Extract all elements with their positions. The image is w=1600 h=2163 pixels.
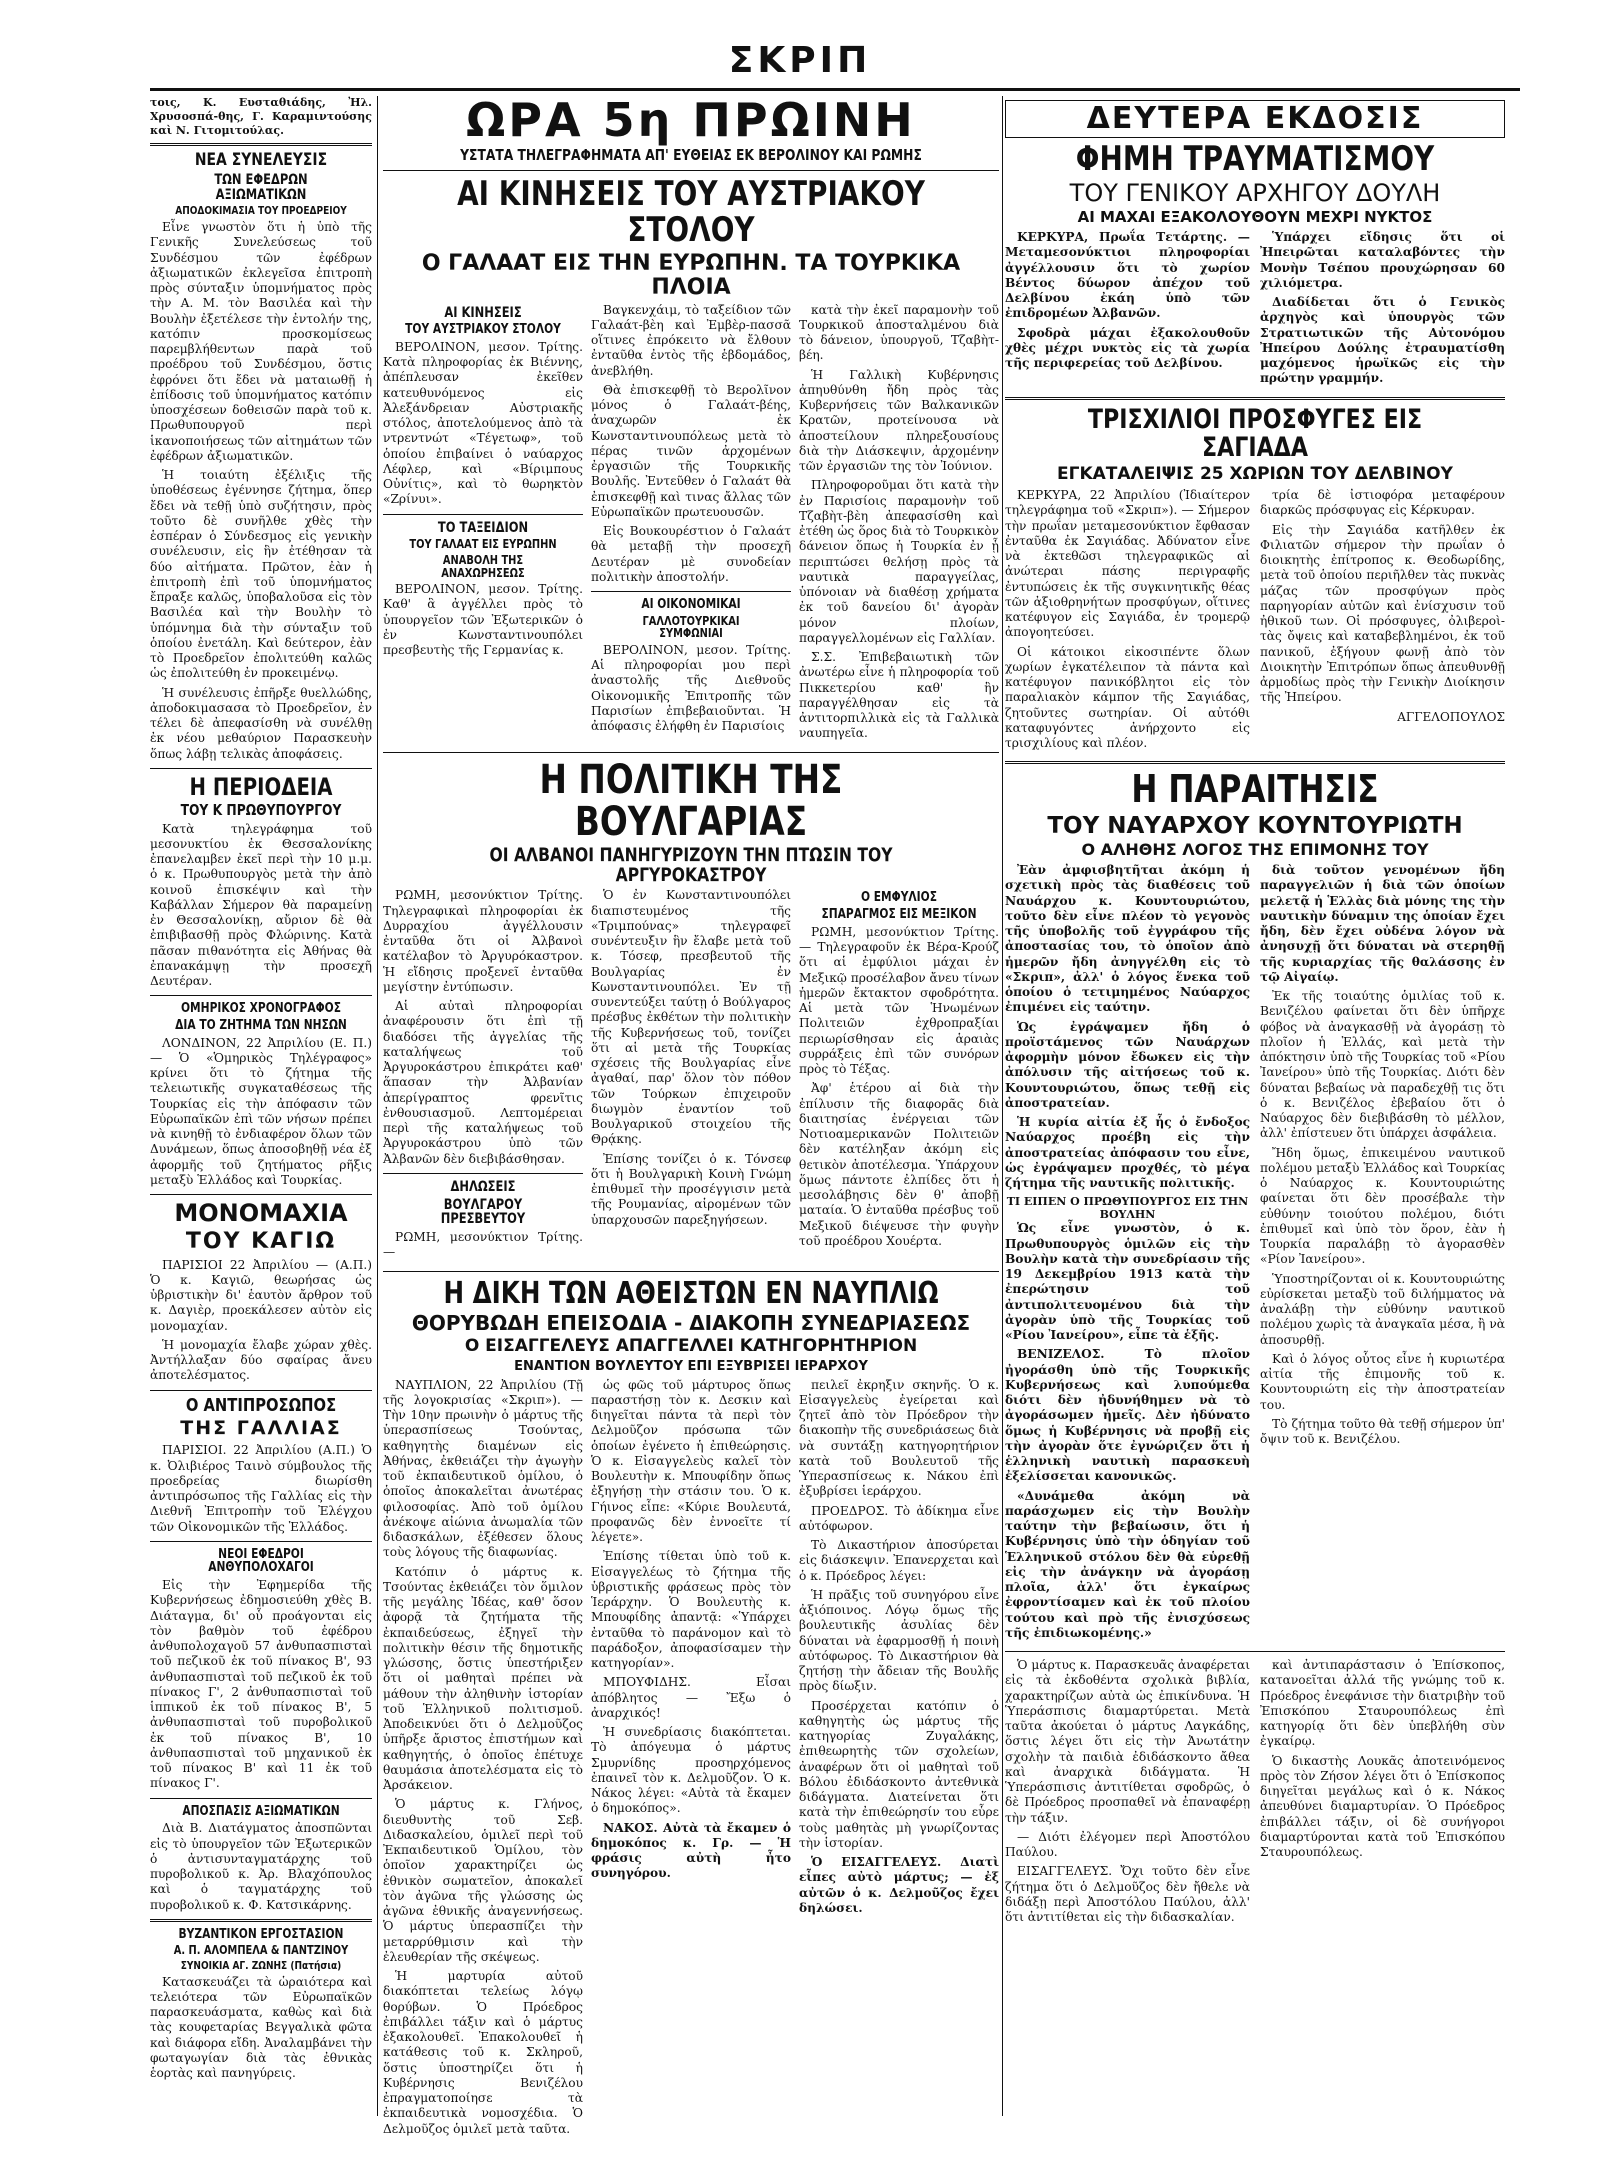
second-edition-banner: ΔΕΥΤΕΡΑ ΕΚΔΟΣΙΣ [1005,100,1505,138]
ad-text: Κατασκευάζει τὰ ὡραιότερα καὶ τελειότερα τῶν Εὐρωπαϊκῶν παρασκευάσματα, καθὼς καὶ διὰ τὰς κουφεταρίας Βεγγαλικὰ φῶτα καὶ διάφορα εἴδη. Ἀναλαμβάνει τὴν φωταγωγίαν διὰ τὰς ἐθνικὰς ἑορτὰς καὶ πανηγύρεις. [150,1974,372,2081]
article-title: ΜΟΝΟΜΑΧΙΑ [174,1199,348,1228]
article-title: ΤΩΝ ΕΦΕΔΡΩΝ ΑΞΙΩΜΑΤΙΚΩΝ [214,172,308,203]
article-subheadline: ΑΙ ΜΑΧΑΙ ΕΞΑΚΟΛΟΥΘΟΥΝ ΜΕΧΡΙ ΝΥΚΤΟΣ [1077,208,1433,227]
article-paragraph: Εἰς τὴν Ἐφημερίδα τῆς Κυβερνήσεως ἐδημοσιεύθη χθὲς Β. Διάταγμα, δι' οὗ προάγονται εἰς τὸν βαθμὸν τοῦ ἐφέδρου ἀνθυπολοχαγοῦ 57 ἀνθυπασπισταὶ τοῦ πεζικοῦ ἐκ τοῦ πίνακος Β', 93 ἀνθυπασπισταὶ τοῦ πεζικοῦ ἐκ τοῦ πίνακος Γ', 2 ἀνθυπασπισταὶ τοῦ ἱππικοῦ ἐκ τοῦ πίνακος Β', 5 ἀνθυπασπισταὶ τοῦ πυροβολικοῦ ἐκ τοῦ πίνακος Β', 10 ἀνθυπασπισταὶ τοῦ μηχανικοῦ ἐκ τοῦ πίνακος Β' καὶ 11 ἐκ τοῦ πίνακος Γ'. [150,1578,372,1791]
article-paragraph: ΒΕΡΟΛΙΝΟΝ, μεσον. Τρίτης. Κατὰ πληροφορίας ἐκ Βιέννης, ἀπέπλευσαν ἐκεῖθεν κατευθυνόμενος εἰς Ἀλεξάνδρειαν Αὐστριακῆς στόλος, ἀποτελούμενος ἀπὸ τὰ ντρεντνώτ «Τέγετωφ», τοῦ ὁποίου ἐπιβαίνει ὁ ναύαρχος Λέφλερ, καὶ «Βίριμπους Οὐνίτις», καὶ τὸ θωρηκτὸν «Ζρίνυι». [383,339,583,507]
article-paragraph: Ἡ μαρτυρία αὐτοῦ διακόπτεται τελείως λόγῳ θορύβων. Ὁ Πρόεδρος ἐπιβάλλει τάξιν καὶ ὁ μάρτυς ἐξακολουθεῖ. Ἐπακολουθεῖ ἡ κατάθεσις τοῦ κ. Σκληροῦ, ὅστις ὑποστηρίζει ὅτι ἡ Κυβέρνησις Βενιζέλου ἐπραγματοποίησε τὰ ἐκπαιδευτικὰ νομοσχέδια. Ὁ Δελμοῦζος ὁμιλεῖ μετὰ ταῦτα. [383,1969,583,2136]
article-title: ΤΟΥ ΚΑΓΙΩ [185,1229,337,1255]
article-paragraph: ΛΟΝΔΙΝΟΝ, 22 Ἀπριλίου (Ε. Π.) — Ὁ «Ὁμηρικὸς Τηλέγραφος» κρίνει ὅτι τὸ ζήτημα τῆς τελειωτικῆς συγκαταθέσεως τῆς Τουρκίας εἰς τὴν ἀπόφασιν τῶν Εὐρωπαϊκῶν ἐπὶ τῶν νήσων πρέπει νὰ κινηθῇ τὸ ἐνδιαφέρον ὅλων τῶν Δυνάμεων, ὅπως ἀποσοβηθῇ νέα ἐξ ἀφορμῆς τοῦ ζητήματος ρῆξις μεταξὺ Ἑλλάδος καὶ Τουρκίας. [150,1035,372,1187]
article-paragraph: Ἡ πρᾶξις τοῦ συνηγόρου εἶνε ἀξιόποινος. Λόγῳ ὅμως τῆς βουλευτικῆς ἀσυλίας δὲν δύναται νὰ ἐφαρμοσθῇ ἡ ποινὴ αὐτόφωρος. Τὸ Δικαστήριον θὰ ζητήσῃ τὴν ἄδειαν τῆς Βουλῆς πρὸς δίωξιν. [799,1587,999,1694]
article-title: Η ΠΕΡΙΟΔΕΙΑ [189,772,333,801]
article-islands [150,1002,372,1188]
divider [150,1919,372,1922]
text-column [591,303,791,746]
column-divider [1002,96,1003,2116]
article-subheadline: Ο ΑΛΗΘΗΣ ΛΟΓΟΣ ΤΗΣ ΕΠΙΜΟΝΗΣ ΤΟΥ [1081,840,1429,860]
article-paragraph: ΒΕΝΙΖΕΛΟΣ. Τὸ πλοῖον ἠγοράσθη ὑπὸ τῆς Τουρκικῆς Κυβερνήσεως καὶ λυπούμεθα διότι δὲν ἠδυνήθημεν νὰ τὸ ἀγοράσωμεν ἡμεῖς. Δὲν ἠδύνατο ὅμως ἡ Κυβέρνησις νὰ προβῇ εἰς τὴν ἀγορὰν ὅτε ἐγνώριζεν ὅτι ἡ ἑλληνικὴ ναυτικὴ παρασκευὴ ἐξελίσσεται κανονικῶς. [1005,1347,1250,1484]
article-headline: Η ΠΟΛΙΤΙΚΗ ΤΗΣ ΒΟΥΛΓΑΡΙΑΣ [539,756,843,845]
section-title: ΒΟΥΛΓΑΡΟΥ ΠΡΕΣΒΕΥΤΟΥ [440,1196,526,1228]
section-title: ΑΙ ΚΙΝΗΣΕΙΣ [444,304,522,321]
article-subheadline: ΟΙ ΑΛΒΑΝΟΙ ΠΑΝΗΓΥΡΙΖΟΥΝ ΤΗΝ ΠΤΩΣΙΝ ΤΟΥ ΑΡΓΥΡΟΚΑΣΤΡΟΥ [489,843,893,886]
text-column [1260,863,1505,1645]
article-subheadline: Ο ΓΑΛΑΑΤ ΕΙΣ ΤΗΝ ΕΥΡΩΠΗΝ. ΤΑ ΤΟΥΡΚΙΚΑ ΠΛΟΙΑ [421,251,961,300]
divider [1005,761,1505,764]
article-paragraph: Ἡ μονομαχία ἔλαβε χώραν χθὲς. Ἀντήλλαξαν δύο σφαίρας ἄνευ ἀποτελέσματος. [150,1337,372,1383]
article-paragraph: Προσέρχεται κατόπιν ὁ καθηγητὴς ὡς μάρτυς τῆς κατηγορίας Ζυγαλάκης, ἐπιθεωρητὴς τῶν σχολείων, ἀναφέρων ὅτι οἱ μαθηταὶ τοῦ Βόλου ἐδιδάσκοντο ἀντεθνικὰ διδάγματα. Διατείνεται ὅτι κατὰ τὴν ἐπιθεώρησίν του εὗρε τοὺς μαθητὰς μὴ γνωρίζοντας τὴν ἱστορίαν. [799,1698,999,1850]
article-paragraph: Ἀφ' ἑτέρου αἱ διὰ τὴν ἐπίλυσιν τῆς διαφορᾶς διὰ διαιτησίας ἐνέργειαι τῶν Νοτιοαμερικανῶν Πολιτειῶν δὲν κατέληξαν ἀκόμη εἰς θετικὸν ἀποτέλεσμα. Ὑπάρχουν ὅμως πάντοτε ἐλπίδες ὅτι ἡ μεσολάβησις δὲν θ' ἀποβῇ ματαία. Ὁ ἐνταῦθα πρέσβυς τοῦ Μεξικοῦ διέψευσε τὴν φυγὴν τοῦ προέδρου Χουέρτα. [799,1081,999,1248]
article-paragraph: ὡς φῶς τοῦ μάρτυρος ὅπως παραστήσῃ τὸν κ. Δεσκιν καὶ διηγεῖται πάντα τὰ περὶ τὸν Δελμοῦζον πρόσωπα τῶν ὁποίων ἐγένετο ἡ ἐπιθεώρησις. Ὁ κ. Εἰσαγγελεὺς καλεῖ τὸν Βουλευτὴν κ. Μπουφίδην ὅπως ἐξηγήσῃ τὴν στάσιν του. Ὁ κ. Γήινος εἶπε: «Κύριε Βουλευτά, προφανῶς δὲν ἐννοεῖτε τί λέγετε». [591,1377,791,1545]
article-paragraph: Αἱ αὐταὶ πληροφορίαι ἀναφέρουσιν ὅτι ἐπὶ τῇ διαδόσει τῆς ἀγγελίας τῆς καταλήψεως τοῦ Ἀργυροκάστρου ἐπικράτει καθ' ἅπασαν τὴν Ἀλβανίαν ἀπερίγραπτος φρενῖτις ἐνθουσιασμοῦ. Λεπτομέρειαι περὶ τῆς καταλήψεως τοῦ Ἀργυροκάστρου ὑπὸ τῶν Ἀλβανῶν δὲν διεβιβάσθησαν. [383,999,583,1166]
article-headline: Η ΔΙΚΗ ΤΩΝ ΑΘΕΙΣΤΩΝ ΕΝ ΝΑΥΠΛΙΩ [443,1275,939,1311]
divider [383,514,583,515]
article-paragraph: διὰ τοῦτον γενομένων ἤδη παραγγελιῶν ἡ διὰ τῶν ὁποίων μελετᾷ ἡ Ἑλλὰς διὰ μόνης της τὴν ναυτικὴν δύναμιν της ὁποίαν ἔχει ἤδη, δὲν ἔχει οὐδένα λόγον νὰ ἀνησυχῇ ὅτι δύναται νὰ στερηθῇ τῆς κυριαρχίας τῆς θαλάσσης ἐν τῷ Αἰγαίῳ. [1260,863,1505,984]
banner-subheadline: ΥΣΤΑΤΑ ΤΗΛΕΓΡΑΦΗΜΑΤΑ ΑΠ' ΕΥΘΕΙΑΣ ΕΚ ΒΕΡΟΛΙΝΟΥ ΚΑΙ ΡΩΜΗΣ [460,146,922,165]
article-paragraph: Ἡ τοιαύτη ἐξέλιξις τῆς ὑποθέσεως ἐγέννησε ζήτημα, ὅπερ ἔδει νὰ τεθῇ ὑπὸ συζήτησιν, πρὸς τοῦτο δὲ συνῆλθε χθὲς τὴν ἑσπέραν ὁ Σύνδεσμος εἰς γενικὴν συνέλευσιν, εἰς ἣν ἐτέθησαν τὰ δύο αἰτήματα. Πρῶτον, ἐὰν ἡ ἐπιτροπὴ ἐπὶ τοῦ ὑπομνήματος ἔπραξε καλῶς, ὑποβαλοῦσα εἰς τὸν Βασιλέα καὶ τὴν Βουλὴν τὸ ὑπόμνημα διὰ τὴν σύνταξιν τοῦ ὁποίου ἐνετάλη. Καὶ δεύτερον, ἐὰν τὸ Προεδρεῖον ἐπολιτεύθη καλῶς ὡς ἐπολιτεύθη ἐν προκειμένῳ. [150,468,372,681]
article-paragraph: Ὁ μάρτυς κ. Παρασκευᾶς ἀναφέρεται εἰς τὰ ἐκδοθέντα σχολικὰ βιβλία, χαρακτηρίζων αὐτὰ ὡς ἐπικίνδυνα. Ἡ Ὑπεράσπισις διαμαρτύρεται. Μετὰ ταῦτα ἀκούεται ὁ μάρτυς Λαγκάδης, ὅστις λέγει ὅτι εἰς τὴν Ἀνωτάτην σχολὴν τὰ παιδιὰ ἐδιδάσκοντο ἄθεα καὶ ἀναρχικὰ διδάγματα. Ἡ Ὑπεράσπισις ἀντιτίθεται σφοδρῶς, ὁ δὲ Πρόεδρος προσπαθεῖ νὰ ἐπαναφέρῃ τὴν τάξιν. [1005,1658,1250,1825]
article-paragraph: Ὁ δικαστὴς Λουκᾶς ἀποτεινόμενος πρὸς τὸν Ζήσον λέγει ὅτι ὁ Ἐπίσκοπος διηγεῖται μεγάλως καὶ ὁ κ. Νάκος ἀπευθύνει διαμαρτυρίαν. Ὁ Πρόεδρος ἐπιβάλλει τάξιν, οἱ δὲ συνήγοροι διαμαρτύρονται κατὰ τοῦ Ἐπισκόπου Σταυρουπόλεως. [1260,1753,1505,1860]
article-paragraph: Εἶνε γνωστὸν ὅτι ἡ ὑπὸ τῆς Γενικῆς Συνελεύσεως τοῦ Συνδέσμου τῶν ἐφέδρων ἀξιωματικῶν ἐκλεγεῖσα ἐπιτροπὴ πρὸς σύνταξιν ὑπομνήματος πρὸς τὴν Α. Μ. τὸν Βασιλέα καὶ τὴν Βουλὴν ἐξετέλεσε τὴν ἐντολήν της, κατόπιν προσκομίσεως παρεμβλήθεντων παρὰ τοῦ προέδρου τοῦ Συνδέσμου, ὅστις ἐφρόνει ὅτι ἔδει νὰ ματαιωθῇ ἡ ἐπίδοσις τοῦ ὑπομνήματος κατόπιν ὑποσχέσεων δοθεισῶν παρὰ τοῦ κ. Πρωθυπουργοῦ περὶ ἱκανοποιήσεως τῶν αἰτημάτων τῶν ἐφέδρων ἀξιωματικῶν. [150,220,372,463]
article-paragraph: Θὰ ἐπισκεφθῇ τὸ Βερολῖνον μόνος ὁ Γαλαάτ-βέης, ἀναχωρῶν ἐκ Κωνσταντινουπόλεως μετὰ τὸ πέρας τινῶν ἀρχομένων ἐργασιῶν τῆς Τουρκικῆς Βουλῆς. Ἐντεῦθεν ὁ Γαλαάτ θὰ ἐπισκεφθῇ καὶ τινας ἄλλας τῶν Εὐρωπαϊκῶν πρωτευουσῶν. [591,382,791,519]
text-column [1005,230,1250,391]
text-column [383,303,583,746]
article-paragraph: Διαδίδεται ὅτι ὁ Γενικὸς ἀρχηγὸς καὶ ὑπουργὸς τῶν Στρατιωτικῶν τῆς Αὐτονόμου Ἠπείρου Δούλης ἐτραυματίσθη μαχόμενος ἡρωϊκῶς εἰς τὴν πρώτην γραμμήν. [1260,295,1505,386]
trial-articles [383,1378,999,2141]
fleet-articles [383,303,999,746]
article-paragraph: ΚΕΡΚΥΡΑ, Πρωΐα Τετάρτης. — Μεταμεσονύκτιοι πληροφορίαι ἀγγέλλουσιν ὅτι τὸ χωρίον Βέντος δύωρον ἀπέχον τοῦ Δελβίνου ἐκάη ὑπὸ τῶν ἐπιδρομέων Ἀλβανῶν. [1005,230,1250,321]
section-title: ΣΠΑΡΑΓΜΟΣ ΕΙΣ ΜΕΞΙΚΟΝ [821,907,977,923]
article-pm-tour [150,772,372,990]
article-new-reserve [150,1548,372,1792]
article-subheadline: ΤΟΥ ΓΕΝΙΚΟΥ ΑΡΧΗΓΟΥ ΔΟΥΛΗ [1069,179,1441,208]
article-paragraph: Βαγκενχάιμ, τὸ ταξείδιον τῶν Γαλαάτ-βὲη καὶ Ἐμβὲρ-πασσᾶ οἵτινες ἐπρόκειτο νὰ ἔλθουν ἐνταῦθα ἐντὸς τῆς ἑβδομάδος, ἀνεβλήθη. [591,302,791,378]
text-column [799,888,999,1264]
article-paragraph: Εἰς τὴν Σαγιάδα κατῆλθεν ἐκ Φιλιατῶν σήμερον τὴν πρωΐαν ὁ διοικητὴς ἐπίτροπος κ. Θεοδωρίδης, μετὰ τοῦ ὁποίου περιῆλθεν τὰς πυκνὰς μάζας τῶν προσφύγων πρὸς παρηγορίαν αὐτῶν καὶ ἐνίσχυσιν τοῦ ἠθικοῦ των. Οἱ πρόσφυγες, ὀλιβεροὶ-τὰς ὄψεις καὶ καταβεβλημένοι, ἐκ τοῦ πανικοῦ, ἐξήγουν φωνῇ ἀπὸ τὸν Διοικητὴν Ἐπιτρόπων ὅπως ἀπευθυνθῇ ἀρμοδίως πρὸς τὴν Γενικὴν Διοίκησιν τῆς Ἠπείρου. [1260,522,1505,705]
text-column [1005,863,1250,1645]
divider [383,752,999,753]
section-title: ΤΟ ΤΑΞΕΙΔΙΟΝ [437,519,529,536]
text-column [1005,488,1250,755]
article-subheadline: ΕΝΑΝΤΙΟΝ ΒΟΥΛΕΥΤΟΥ ΕΠΙ ΕΞΥΒΡΙΣΕΙ ΙΕΡΑΡΧΟΥ [514,1358,868,1374]
divider [150,1798,372,1799]
article-france-rep [150,1394,372,1535]
article-title: ΤΟΥ Κ ΠΡΩΘΥΠΟΥΡΓΟΥ [180,800,342,819]
article-paragraph: τρία δὲ ἰστιοφόρα μεταφέρουν διαρκῶς πρόσφυγας εἰς Κέρκυραν. [1260,488,1505,518]
article-paragraph: Καὶ ὁ λόγος οὗτος εἶνε ἡ κυριωτέρα αἰτία τῆς ἐπιμονῆς τοῦ κ. Κουντουριώτη εἰς τὴν ἀποστρατείαν του. [1260,1351,1505,1412]
section-title: ΤΟΥ ΑΥΣΤΡΙΑΚΟΥ ΣΤΟΛΟΥ [405,322,561,338]
article-paragraph: Ἐπίσης τίθεται ὑπὸ τοῦ κ. Εἰσαγγελέως τὸ ζήτημα τῆς ὑβριστικῆς φράσεως πρὸς τὸν Ἱεράρχην. Ὁ Βουλευτὴς κ. Μπουφίδης ἀπαντᾷ: «Ὑπάρχει ἐνταῦθα τὸ παράνομον καὶ τὸ παράδοξον, ἀποφασίσαμεν τὴν κατηγορίαν». [591,1549,791,1671]
article-paragraph: καὶ ἀντιπαράστασιν ὁ Ἐπίσκοπος, κατανοεῖται ἀλλά τῆς γνώμης τοῦ κ. Πρόεδρος ἐνεφάνισε τὴν διατριβὴν τοῦ Ἐπισκόπου Σταυρουπόλεως ἐπὶ κατηγορίᾳ ὅτι δὲν ὑπεβλήθη σὺν ἐγκαίρῳ. [1260,1658,1505,1749]
divider [150,1194,372,1195]
article-paragraph: κατὰ τὴν ἐκεῖ παραμονὴν τοῦ Τουρκικοῦ ἀποσταλμένου διὰ τὸ δάνειον, ὑπουργοῦ, Τζαβὴτ-βέη. [799,302,999,363]
ad-address: ΣΥΝΟΙΚΙΑ ΑΓ. ΖΩΝΗΣ (Πατήσια) [180,1959,342,1972]
article-paragraph: — Διότι ἐλέγομεν περὶ Ἀποστόλου Παύλου. [1005,1829,1250,1860]
article-paragraph: Τὸ Δικαστήριον ἀποσύρεται εἰς διάσκεψιν. Ἐπανερχεται καὶ ὁ κ. Πρόεδρος λέγει: [799,1538,999,1583]
article-paragraph: ΜΠΟΥΦΙΔΗΣ. Εἶσαι ἀπόβλητος — Ἔξω ὁ ἀναρχικός! [591,1675,791,1720]
divider [150,143,372,146]
section-title: ΑΙ ΟΙΚΟΝΟΜΙΚΑΙ [641,597,741,613]
article-paragraph: Ἡ κυρία αἰτία ἐξ ἧς ὁ ἔνδοξος Ναύαρχος προέβη εἰς τὴν ἀποστρατείας ἀπόφασιν του εἶνε, ὡς ἐγράψαμεν προχθές, τὸ μέγα ζήτημα τῆς ναυτικῆς πολιτικῆς. [1005,1115,1250,1191]
article-paragraph: Τὸ ζήτημα τοῦτο θὰ τεθῇ σήμερον ὑπ' ὄψιν τοῦ κ. Βενιζέλου. [1260,1416,1505,1447]
column-left [150,96,372,2116]
article-paragraph: Ἡ Γαλλικὴ Κυβέρνησις ἀπηυθύνθη ἤδη πρὸς τὰς Κυβερνήσεις τῶν Βαλκανικῶν Κρατῶν, προτείνουσα νὰ ἀποστείλουν πληρεξουσίους διὰ τὴν Διάσκεψιν, ἀρχομένην τῶν ἐργασιῶν της τὸν Ἰούνιον. [799,367,999,474]
divider [591,591,791,592]
article-subheadline: ΘΟΡΥΒΩΔΗ ΕΠΕΙΣΟΔΙΑ - ΔΙΑΚΟΠΗ ΣΥΝΕΔΡΙΑΣΕΩΣ [411,1311,971,1336]
divider [150,1390,372,1391]
article-paragraph: Ἤδη ὅμως, ἐπικειμένου ναυτικοῦ πολέμου μεταξὺ Ἑλλάδος καὶ Τουρκίας ὁ Ναύαρχος κ. Κουντουριώτης φαίνεται ὅτι δὲν προσέβαλε τὴν εὐθύνην τοιούτου πολέμου, διότι ἐπιθυμεῖ καὶ ὑπὸ τὸν ὅρον, ἐὰν ἡ Τουρκία παραλάβῃ τὸ ἀγορασθὲν «Ρίον Ἰανείρου». [1260,1145,1505,1267]
article-paragraph: Ὑπάρχει εἴδησις ὅτι οἱ Ἠπειρῶται καταλαβόντες τὴν Μονὴν Τσέπου προυχώρησαν 60 χιλιόμετρα. [1260,230,1505,290]
article-title: ΑΠΟΣΠΑΣΙΣ ΑΞΙΩΜΑΤΙΚΩΝ [182,1803,340,1819]
text-column [1260,230,1505,391]
article-title: ΔΙΑ ΤΟ ΖΗΤΗΜΑ ΤΩΝ ΝΗΣΩΝ [175,1018,347,1034]
divider [1005,1651,1505,1652]
text-column [799,1378,999,2141]
article-title: ΟΜΗΡΙΚΟΣ ΧΡΟΝΟΓΡΑΦΟΣ [180,1001,342,1017]
article-headline: ΑΙ ΚΙΝΗΣΕΙΣ ΤΟΥ ΑΥΣΤΡΙΑΚΟΥ ΣΤΟΛΟΥ [457,174,925,250]
article-paragraph: Κατὰ τηλεγράφημα τοῦ μεσονυκτίου ἐκ Θεσσαλονίκης ἐπανελαμβεν ἐκεῖ περὶ τὴν 10 μ.μ. ὁ κ. Πρωθυπουργὸς μετὰ τὴν ἀπὸ κοινοῦ ἐπισκέψιν καὶ τὴν Καβάλλαν Σήμερον θὰ παραμείνῃ ἐν Θεσσαλονίκῃ, αὔριον δὲ θὰ ἐπιβιβασθῇ πρὸς Φλώρινης. Κατὰ πᾶσαν πιθανότητα εἰς Ἀθήνας θὰ ἐπανακάμψῃ τὴν προσεχῆ Δευτέραν. [150,821,372,989]
article-paragraph: Οἱ κάτοικοι εἰκοσιπέντε ὅλων χωρίων ἐγκατέλειπον τὰ πάντα καὶ κατέφυγον πανικόβλητοι εἰς τὸν παραλιακὸν κάμπον τῆς Σαγιάδας, ζητοῦντες σωτηρίαν. Οἱ αὐτόθι καταφυγόντες ἀνήρχοντο εἰς τρισχιλίους καὶ πλέον. [1005,644,1250,751]
divider [1005,397,1505,400]
article-headline: Η ΠΑΡΑΙΤΗΣΙΣ [1131,767,1379,812]
article-paragraph: Σφοδρὰ μάχαι ἐξακολουθοῦν χθὲς μέχρι νυκτὸς εἰς τὰ χωρία τῆς περιφερείας τοῦ Δελβίνου. [1005,325,1250,371]
article-paragraph: «Δυνάμεθα ἀκόμη νὰ παράσχωμεν εἰς τὴν Βουλὴν ταύτην τὴν βεβαίωσιν, ὅτι ἡ Κυβέρνησις ὑπὸ τὴν ὁδηγίαν τοῦ Ἑλληνικοῦ στόλου δὲν θὰ εὑρεθῇ εἰς τὴν ἀνάγκην νὰ ἀγοράσῃ πλοῖα, ἀλλ' ὅτι ἐγκαίρως ἐφροντίσαμεν καὶ ἐκ τοῦ πλοίου τούτου καὶ πρὸ τῆς ἐνισχύσεως τῆς ἐπιδιωκομένης.» [1005,1488,1250,1640]
text-column [591,1378,791,2141]
text-column [1260,1658,1505,1929]
byline: ΑΓΓΕΛΟΠΟΥΛΟΣ [1397,709,1505,724]
resignation-articles [1005,863,1505,1645]
article-paragraph: ΝΑΥΠΛΙΟΝ, 22 Ἀπριλίου (Τῇ τῆς λογοκρισίας «Σκριπ»). — Τὴν 10ην πρωινὴν ὁ μάρτυς τῆς ὑπερασπίσεως Τσούντας, καθηγητὴς διαμένων εἰς Ἀθήνας, ἐκθειάζει τὴν ἀγωγὴν τοῦ ἐκπαιδευτικοῦ ὁμίλου, ὁ ὁποῖος ἀποκαλεῖται ἀνωτέρας φιλοσοφίας. Ἀπὸ τοῦ ὁμίλου ἀνέκοψε αἰώνια ἀνωμαλία τῶν διδασκάλων, ἐξέθεσεν ὅλους τοὺς λόγους τῆς διαφωνίας. [383,1377,583,1560]
article-subheadline: Ο ΕΙΣΑΓΓΕΛΕΥΣ ΑΠΑΓΓΕΛΛΕΙ ΚΑΤΗΓΟΡΗΤΗΡΙΟΝ [464,1336,918,1357]
article-paragraph: πειλεῖ ἐκρηξιν σκηνῆς. Ὁ κ. Εἰσαγγελεὺς ἐγείρεται καὶ ζητεῖ ἀπὸ τὸν Πρόεδρον τὴν διακοπὴν τῆς συνεδριάσεως διὰ νὰ συντάξῃ κατηγορητήριον κατὰ τοῦ Βουλευτοῦ τῆς Ὑπερασπίσεως κ. Νάκου ἐπὶ ἐξυβρίσει ἱεράρχου. [799,1377,999,1499]
article-reservists [150,152,372,762]
section-title: ΑΝΑΒΟΛΗ ΤΗΣ ΑΝΑΧΩΡΗΣΕΩΣ [441,552,525,580]
text-column [799,303,999,746]
divider [383,1173,583,1174]
article-paragraph: Ἐπίσης τονίζει ὁ κ. Τόνσεφ ὅτι ἡ Βουλγαρικὴ Κοινὴ Γνώμη ἐπιθυμεῖ τὴν προσέγγισιν μετὰ τῆς Ρουμανίας, αἱρομένων τῶν ὑπαρχουσῶν παρεξηγήσεων. [591,1151,791,1227]
article-subtitle: ΑΠΟΔΟΚΙΜΑΣΙΑ ΤΟΥ ΠΡΟΕΔΡΕΙΟΥ [175,204,347,218]
article-paragraph: Ἡ συνεδρίασις διακόπτεται. Τὸ ἀπόγευμα ὁ μάρτυς Σμυρνίδης προσηρχόμενος ἐπαινεῖ τὸν κ. Δελμοῦζον. Ὁ κ. Νάκος λέγει: «Αὐτὰ τὰ ἔκαμεν ὁ δημοκόπος». [591,1725,791,1816]
injury-articles [1005,230,1505,391]
masthead: ΣΚΡΙΠ [728,40,872,81]
masthead-rule [150,88,1520,91]
article-duel [150,1201,372,1383]
text-column [383,1378,583,2141]
article-officers [150,1805,372,1913]
divider [383,170,999,171]
article-paragraph: Ἐὰν ἀμφισβητῆται ἀκόμη ἡ σχετικὴ πρὸς τὰς διαθέσεις τοῦ Ναυάρχου κ. Κουντουριώτου, τοῦτο δὲν εἶνε πλέον τὸ γεγονὸς τῆς ὑποβολῆς τοῦ ἐγγράφου τῆς ἀποστασίας του, τὸ ὁποῖον ἀπὸ ἡμερῶν ἤδη ἀνηγγέλθη εἰς τὸ «Σκριπ», ἀλλ' ὁ λόγος ἕνεκα τοῦ ὁποίου ὁ τετιμημένος Ναύαρχος ἐπιμένει εἰς ταύτην. [1005,863,1250,1015]
text-column [1005,1658,1250,1929]
article-subheadline: ΕΓΚΑΤΑΛΕΙΨΙΣ 25 ΧΩΡΙΩΝ ΤΟΥ ΔΕΛΒΙΝΟΥ [1057,464,1453,485]
ad-names: Α. Π. ΑΛΟΜΠΕΛΑ & ΠΑΝΤΖΙΝΟΥ [173,1943,349,1958]
article-paragraph: Κατόπιν ὁ μάρτυς κ. Τσούντας ἐκθειάζει τὸν ὅμιλον τῆς μεγάλης Ἰδέας, καθ' ὅσον ἀφορᾷ τὰ ζητήματα τῆς ἐκπαιδεύσεως, ἐξηγεῖ τὴν πολιτικὴν θέσιν τῆς δημοτικῆς γλώσσης, ὅστις ὑπεστήριξεν ὅτι οἱ μαθηταὶ πρέπει νὰ μάθουν τὴν ἀληθινὴν ἱστορίαν τοῦ Ἑλληνικοῦ πολιτισμοῦ. Ἀποδεικνύει ὅτι ὁ Δελμοῦζος ὑπῆρξε ἄριστος ἐπιστήμων καὶ καθηγητής, ὁ ὁποῖος ἐπέτυχε θαυμάσια ἀποτελέσματα εἰς τὸ Ἀρσάκειον. [383,1564,583,1793]
article-paragraph: ΒΕΡΟΛΙΝΟΝ, μεσον. Τρίτης. Καθ' ἃ ἀγγέλλει πρὸς τὸ ὑπουργεῖον τῶν Ἐξωτερικῶν ὁ ἐν Κωνσταντινουπόλει πρεσβευτὴς τῆς Γερμανίας κ. [383,582,583,658]
article-headline: ΦΗΜΗ ΤΡΑΥΜΑΤΙΣΜΟΥ [1075,138,1435,179]
text-column [591,888,791,1264]
article-paragraph: ΚΕΡΚΥΡΑ, 22 Ἀπριλίου (Ἰδιαίτερον τηλεγράφημα τοῦ «Σκριπ»). — Σήμερον τὴν πρωΐαν μεταμεσονύκτιον ἔφθασαν ἐνταῦθα ἐκ Σαγιάδας. Ἀδύνατον εἶνε νὰ ἐκτεθῶσι τηλεγραφικῶς αἱ ἀνώτεραι πάσης περιγραφῆς ἐντυπώσεις ἐκ τῆς συγκινητικῆς θέας τῶν ἀξιοθρηνήτων προσφύγων, οἵτινες κατέφυγον εἰς Σαγιάδα, ἐν τρομερῷ ἀπογοητεύσει. [1005,488,1250,640]
article-subheadline: ΤΟΥ ΝΑΥΑΡΧΟΥ ΚΟΥΝΤΟΥΡΙΩΤΗ [1047,813,1463,840]
section-title: Ο ΕΜΦΥΛΙΟΣ [860,890,938,906]
bulgaria-articles [383,888,999,1264]
article-paragraph: Ἐκ τῆς τοιαύτης ὁμιλίας τοῦ κ. Βενιζέλου φαίνεται ὅτι δὲν ὑπῆρχε φόβος νὰ ἀναγκασθῇ νὰ ἀγοράσῃ τὸ πλοῖον ἡ Ἑλλάς, καὶ μετὰ τὴν ἀπόκτησιν ὑπὸ τῆς Τουρκίας τοῦ «Ρίου Ἰανείρου» ὑπὸ τῆς Τουρκίας. Διότι δὲν δύναται βεβαίως νὰ παραδεχθῇ τις ὅτι ὁ κ. Βενιζέλος ἐβεβαίου ὅτι ὁ Ναύαρχος δὲν διεβιβάσθη τὸ μέλλον, ἀλλ' ἐπίστευεν ὅτι ὑπάρχει ἀσφάλεια. [1260,989,1505,1141]
article-paragraph: Ὡς εἶνε γνωστὸν, ὁ κ. Πρωθυπουργὸς ὁμιλῶν εἰς τὴν Βουλὴν κατὰ τὴν συνεδρίασιν τῆς 19 Δεκεμβρίου 1913 κατὰ τὴν ἐπερώτησιν τοῦ ἀντιπολιτευομένου διὰ τὴν ἀγορὰν ὑπὸ τῆς Τουρκίας τοῦ «Ρίου Ἰανείρου», εἶπε τὰ ἑξῆς. [1005,1221,1250,1343]
article-paragraph: Ὁ ἐν Κωνσταντινουπόλει διαπιστευμένος τῆς «Τριμπούνας» τηλεγραφεῖ συνέντευξιν ἣν ἔλαβε μετὰ τοῦ κ. Τόσεφ, πρεσβευτοῦ τῆς Βουλγαρίας ἐν Κωνσταντινουπόλει. Ἐν τῇ συνεντεύξει ταύτῃ ὁ Βούλγαρος πρέσβυς ἐκθέτων τὴν πολιτικὴν τῆς Κυβερνήσεως τοῦ, τονίζει ὅτι αἱ μετὰ τῆς Τουρκίας σχέσεις τῆς Βουλγαρίας εἶνε ἀγαθαί, παρ' ὅλον τὸν πόθον τῶν Τούρκων ἐπιχειροῦν διωγμὸν ἐναντίον τοῦ Βουλγαρικοῦ στοιχείου τῆς Θρᾴκης. [591,888,791,1147]
text-column [383,888,583,1264]
refugee-articles [1005,488,1505,755]
article-paragraph: ΡΩΜΗ, μεσονύκτιον Τρίτης. Τηλεγραφικαὶ πληροφορίαι ἐκ Δυρραχίου ἀγγέλλουσιν ἐνταῦθα ὅτι οἱ Ἀλβανοὶ κατέλαβον τὸ Ἀργυρόκαστρον. Ἡ εἴδησις προξενεῖ ἐνταῦθα μεγίστην ἐντύπωσιν. [383,888,583,994]
article-paragraph: Ἡ συνέλευσις ἐπῆρξε θυελλώδης, ἀποδοκιμασασα τὸ Προεδρεῖον, ἐν τέλει δὲ ἀπεφασίσθη νὰ συνέλθῃ ἐκ νέου μεθαύριον Παρασκευὴν ὅπως λάβῃ τελικὰς ἀποφάσεις. [150,685,372,761]
advertisement [150,1928,372,2082]
article-paragraph: ΠΡΟΕΔΡΟΣ. Τὸ ἀδίκημα εἶνε αὐτόφωρον. [799,1503,999,1533]
article-headline: ΤΡΙΣΧΙΛΙΟΙ ΠΡΟΣΦΥΓΕΣ ΕΙΣ ΣΑΓΙΑΔΑ [1087,403,1423,463]
article-paragraph: ΕΙΣΑΓΓΕΛΕΥΣ. Ὄχι τοῦτο δὲν εἶνε ζήτημα ὅτι ὁ Δελμοῦζος δὲν ἤθελε νὰ διδάξῃ περὶ Ἀποστόλου Παύλου, ἀλλ' ὅτι ἀντιτίθεται εἰς τὴν διδασκαλίαν. [1005,1864,1250,1925]
article-paragraph: Πληροφοροῦμαι ὅτι κατὰ τὴν ἐν Παρισίοις παραμονὴν τοῦ Τζαβὴτ-βὲη ἀπεφασίσθη καὶ ἐτέθη ὡς ὅρος διὰ τὸ Τουρκικὸν δάνειον ὅπως ἡ Τουρκία ἐν ᾗ περιπτώσει θελήσῃ πρὸς τὰ ναυτικὰ παραγγείλας, ὑπόνοιαν νὰ διαθέσῃ χρήματα ἐκ τοῦ δανείου δι' ἀγορὰν μόνον πλοίων, παραγγελλομένων εἰς Γαλλίαν. [799,478,999,645]
article-title: ΤΗΣ ΓΑΛΛΙΑΣ [180,1417,342,1440]
column-divider [377,96,378,2116]
text-column [1260,488,1505,755]
section-title: ΤΟΥ ΓΑΛΑΑΤ ΕΙΣ ΕΥΡΩΠΗΝ [409,537,557,552]
article-paragraph: ΠΑΡΙΣΙΟΙ 22 Ἀπριλίου — (Α.Π.) Ὁ κ. Καγιῶ, θεωρήσας ὡς ὑβριστικὴν δι' ἑαυτὸν ἄρθρον τοῦ κ. Δαγιὲρ, προεκάλεσεν αὐτὸν εἰς μονομαχίαν. [150,1257,372,1333]
article-paragraph: ΡΩΜΗ, μεσονύκτιον Τρίτης. — [383,1230,583,1260]
article-title: ΝΕΑ ΣΥΝΕΛΕΥΣΙΣ [194,150,328,171]
section-title: ΤΙ ΕΙΠΕΝ Ο ΠΡΩΘΥΠΟΥΡΓΟΣ ΕΙΣ ΤΗΝ ΒΟΥΛΗΝ [1006,1195,1249,1222]
section-title: ΓΑΛΛΟΤΟΥΡΚΙΚΑΙ ΣΥΜΦΩΝΙΑΙ [642,613,740,641]
article-paragraph: ΒΕΡΟΛΙΝΟΝ, μεσον. Τρίτης. Αἱ πληροφορίαι μου περὶ ἀναστολῆς τῆς Διεθνοῦς Οἰκονομικῆς Ἐπιτροπῆς τῶν Παρισίων ἐπιβεβαιοῦνται. Ἡ ἀπόφασις ἐλήφθη ἐν Παρισίοις [591,642,791,734]
article-paragraph: ΝΑΚΟΣ. Αὐτὰ τὰ ἔκαμεν ὁ δημοκόπος κ. Γρ. — Ἡ φράσις αὐτὴ ἦτο συνηγόρου. [591,1820,791,1881]
article-paragraph: ΡΩΜΗ, μεσονύκτιον Τρίτης. — Τηλεγραφοῦν ἐκ Βέρα-Κρούζ ὅτι αἱ ἐμφύλιοι μάχαι ἐν Μεξικῷ προσέλαβον ἄνευ τίνων ἡμερῶν ἔκτακτον σφοδρότητα. Αἱ μετὰ τῶν Ἡνωμένων Πολιτειῶν ἐχθροπραξίαι περιωρίσθησαν εἰς ἁραιὰς συρράξεις ἐπὶ τῶν συνόρων πρὸς τὸ Τέξας. [799,924,999,1077]
section-title: ΔΗΛΩΣΕΙΣ [450,1178,516,1195]
article-title: ΝΕΟΙ ΕΦΕΔΡΟΙ ΑΝΘΥΠΟΛΟΧΑΓΟΙ [208,1546,314,1576]
column-center [383,93,999,2136]
article-paragraph: Ὁ ΕΙΣΑΓΓΕΛΕΥΣ. Διατὶ εἶπες αὐτὸ μάρτυς; — ἐξ αὐτῶν ὁ κ. Δελμοῦζος ἔχει δηλώσει. [799,1855,999,1915]
divider [150,768,372,769]
contributors-line: τοις, Κ. Ευσταθιάδης, Ἠλ. Χρυσοσπά-θης, Γ. Καραμιντούσης καὶ Ν. Γιτομιτούλας. [150,96,372,137]
article-paragraph: Σ.Σ. Ἐπιβεβαιωτικὴ τῶν ἀνωτέρω εἶνε ἡ πληροφορία τοῦ Πικκετερίου καθ' ἣν παραγγέλθησαν εἰς τὰ ἀντιτορπιλλικὰ εἰς τὰ Γαλλικὰ ναυπηγεῖα. [799,650,999,741]
ad-title: ΒΥΖΑΝΤΙΚΟΝ ΕΡΓΟΣΤΑΣΙΟΝ [178,1926,344,1942]
article-paragraph: Εἰς Βουκουρέστιον ὁ Γαλαάτ θὰ μεταβῇ τὴν προσεχῆ Δευτέραν μὲ συνοδείαν πολιτικὴν ἀποστολήν. [591,524,791,584]
divider [150,995,372,996]
article-paragraph: Διὰ Β. Διατάγματος ἀποσπῶνται εἰς τὸ ὑπουργεῖον τῶν Ἐξωτερικῶν ὁ ἀντισυνταγματάρχης τοῦ πυροβολικοῦ κ. Ἀρ. Βλαχόπουλος καὶ ὁ ταγματάρχης τοῦ πυροβολικοῦ κ. Φ. Κατσικάρνης. [150,1821,372,1912]
divider [150,1541,372,1542]
article-paragraph: Ὡς ἐγράψαμεν ἤδη ὁ προϊστάμενος τῶν Ναυάρχων ἀφορμὴν μόνον ἔδωκεν εἰς τὴν ἀπόλυσιν τῆς αἰτήσεως τοῦ κ. Κουντουριώτου, ὅπως τεθῇ εἰς ἀποστρατείαν. [1005,1019,1250,1110]
divider [383,1271,999,1272]
column-right [1005,96,1505,2116]
article-title: Ο ΑΝΤΙΠΡΟΣΩΠΟΣ [185,1394,337,1416]
article-paragraph: Ὁ μάρτυς κ. Γλήνος, διευθυντὴς τοῦ Σεβ. Διδασκαλείου, ὁμιλεῖ περὶ τοῦ Ἐκπαιδευτικοῦ Ὁμίλου, τὸν ὁποῖον χαρακτηρίζει ὡς ἐθνικὸν σωματεῖον, ἀποκαλεῖ τὸν ἀγῶνα τῆς γλώσσης ὡς ἀγῶνα ἐθνικῆς ἀναγεννήσεως. Ὁ μάρτυς ὑπερασπίζει τὴν μεταρρύθμισιν καὶ τὴν ἐλευθερίαν τῆς σκέψεως. [383,1797,583,1964]
article-paragraph: Ὑποστηρίζονται οἱ κ. Κουντουριώτης εὐρίσκεται μεταξὺ τοῦ διλήμματος νὰ ἀναλάβῃ τὴν εὐθύνην ναυτικοῦ πολέμου χωρὶς τὰ ἀναγκαῖα μέσα, ἢ νὰ ἀποσυρθῇ. [1260,1271,1505,1347]
banner-headline: ΩΡΑ 5η ΠΡΩΙΝΗ [466,93,916,147]
article-paragraph: ΠΑΡΙΣΙΟΙ. 22 Ἀπριλίου (Α.Π.) Ὁ κ. Ὀλιβιέρος Ταινὸ σύμβουλος τῆς προεδρείας διωρίσθη ἀντιπρόσωπος τῆς Γαλλίας εἰς τὴν Διεθνῆ Ἐπιτροπὴν τοῦ Ἐλέγχου τῶν Οἰκονομικῶν τῆς Ἑλλάδος. [150,1443,372,1534]
trial-continuation [1005,1658,1505,1929]
